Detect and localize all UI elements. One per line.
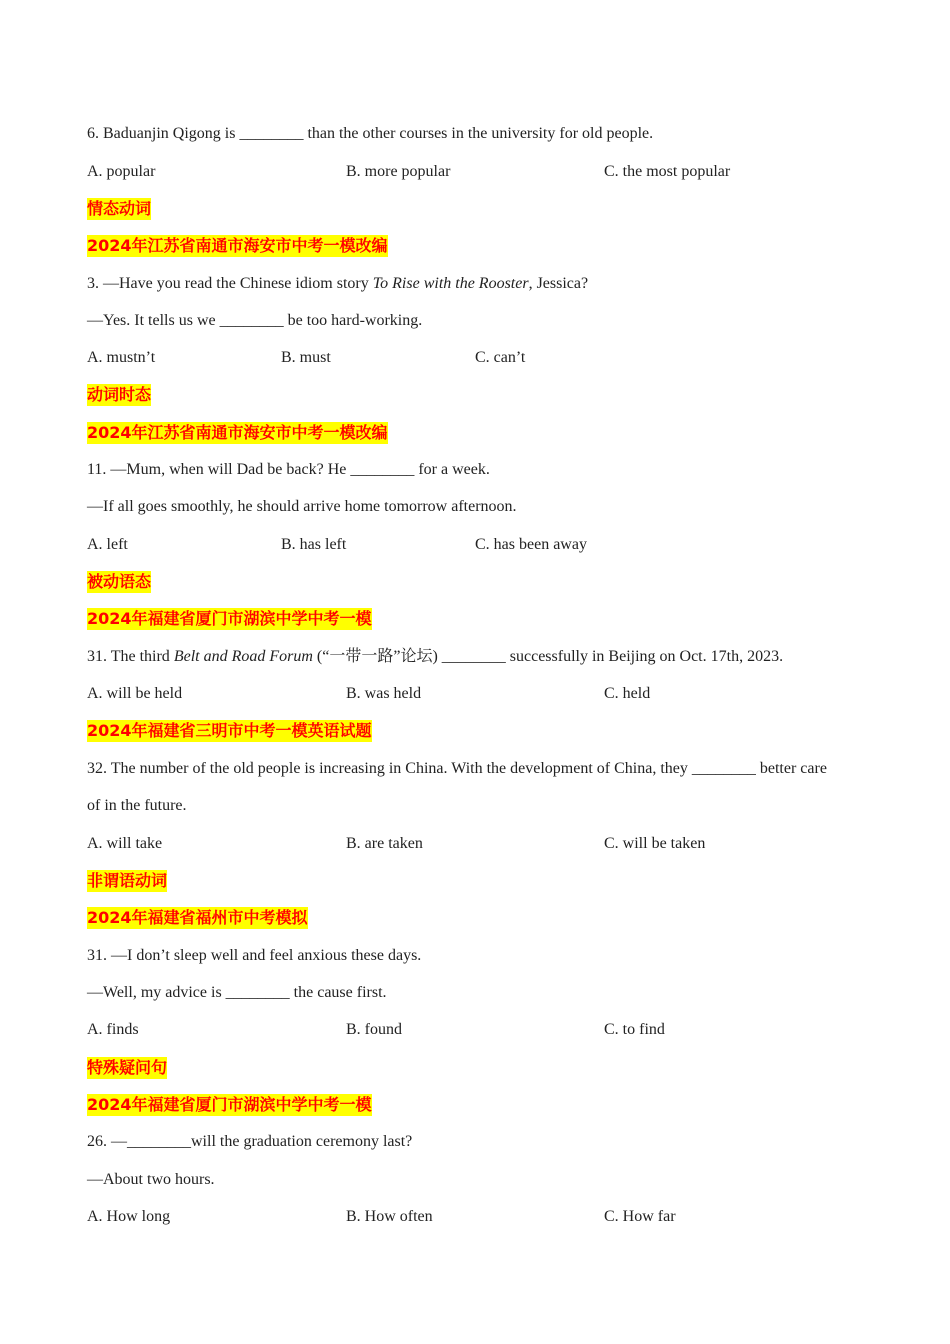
question-31-sleep-answer-line: —Well, my advice is ________ the cause first.	[87, 984, 387, 1001]
q26-option-b: B. How often	[346, 1208, 433, 1225]
q26-option-c: C. How far	[604, 1208, 676, 1225]
q32-option-b: B. are taken	[346, 835, 423, 852]
section-topic-special-questions: 特殊疑问句	[87, 1058, 168, 1077]
question-31-sleep-stem: 31. —I don’t sleep well and feel anxious these days.	[87, 947, 422, 964]
section-topic-verb-tense: 动词时态	[87, 385, 152, 404]
question-31-forum-stem: 31. The third Belt and Road Forum (“一带一路”论坛) ________ successfully in Beijing on Oct. 17th, 2023.	[87, 648, 784, 665]
q31b-option-c: C. to find	[604, 1021, 665, 1038]
section-topic-passive-voice: 被动语态	[87, 572, 152, 591]
q31a-option-b: B. was held	[346, 685, 422, 702]
question-3-stem: 3. —Have you read the Chinese idiom story To Rise with the Rooster, Jessica?	[87, 275, 589, 292]
q31b-option-a: A. finds	[87, 1021, 139, 1038]
question-26-answer-line: —About two hours.	[87, 1171, 215, 1188]
section-source-modal-verbs: 2024年江苏省南通市海安市中考一模改编	[87, 236, 388, 255]
section-source-passive-voice: 2024年福建省厦门市湖滨中学中考一模	[87, 609, 372, 628]
q6-option-b: B. more popular	[346, 163, 451, 180]
q11-option-b: B. has left	[281, 536, 347, 553]
section-source-special-questions: 2024年福建省厦门市湖滨中学中考一模	[87, 1095, 372, 1114]
section-topic-modal-verbs: 情态动词	[87, 199, 152, 218]
q3-option-b: B. must	[281, 349, 331, 366]
q32-option-c: C. will be taken	[604, 835, 706, 852]
question-6-stem: 6. Baduanjin Qigong is ________ than the other courses in the university for old people.	[87, 125, 654, 142]
q6-option-a: A. popular	[87, 163, 156, 180]
q31b-option-b: B. found	[346, 1021, 402, 1038]
question-26-stem: 26. —________will the graduation ceremony last?	[87, 1133, 413, 1150]
q3-option-a: A. mustn’t	[87, 349, 156, 366]
q3-option-c: C. can’t	[475, 349, 526, 366]
q31a-option-a: A. will be held	[87, 685, 183, 702]
question-32-stem: 32. The number of the old people is increasing in China. With the development of China, they ________ better care	[87, 760, 827, 777]
section-topic-non-finite-verbs: 非谓语动词	[87, 871, 168, 890]
section-source-sanming: 2024年福建省三明市中考一模英语试题	[87, 721, 372, 740]
q32-option-a: A. will take	[87, 835, 163, 852]
section-source-non-finite-verbs: 2024年福建省福州市中考模拟	[87, 908, 308, 927]
q26-option-a: A. How long	[87, 1208, 171, 1225]
question-11-answer-line: —If all goes smoothly, he should arrive home tomorrow afternoon.	[87, 498, 517, 515]
section-source-verb-tense: 2024年江苏省南通市海安市中考一模改编	[87, 423, 388, 442]
q31a-option-c: C. held	[604, 685, 651, 702]
q6-option-c: C. the most popular	[604, 163, 731, 180]
q11-option-c: C. has been away	[475, 536, 587, 553]
question-3-answer-line: —Yes. It tells us we ________ be too hard-working.	[87, 312, 423, 329]
question-11-stem: 11. —Mum, when will Dad be back? He ________ for a week.	[87, 461, 490, 478]
q11-option-a: A. left	[87, 536, 128, 553]
question-32-stem-continued: of in the future.	[87, 797, 187, 814]
